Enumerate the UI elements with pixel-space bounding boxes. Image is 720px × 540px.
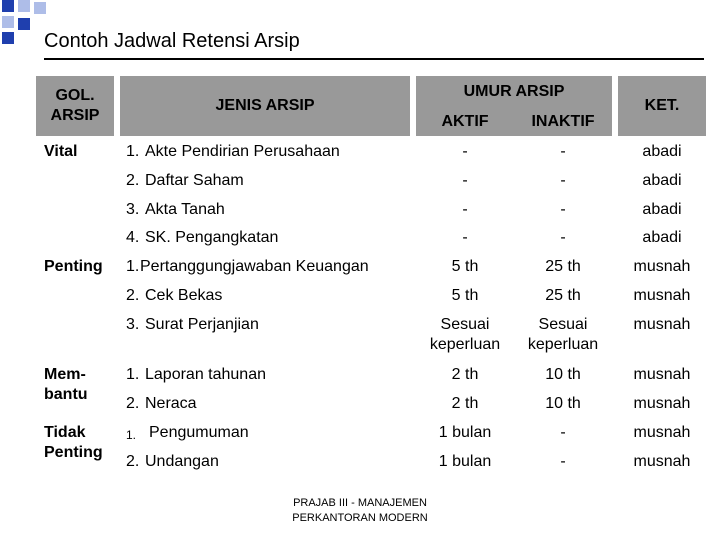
row-aktif: Sesuai keperluan [429, 316, 501, 353]
row-number: 4. [126, 229, 140, 246]
row-ket: abadi [642, 143, 682, 160]
row-number: 3. [126, 316, 140, 333]
group-label-penting: Penting [44, 258, 103, 275]
group-label-line: bantu [44, 386, 88, 403]
row-jenis: Pengumuman [149, 424, 249, 441]
row-jenis: Neraca [145, 395, 197, 412]
row-jenis: SK. Pengangkatan [145, 229, 279, 246]
row-number: 1. [126, 366, 140, 383]
row-inaktif: - [560, 453, 566, 470]
row-aktif: 5 th [451, 258, 479, 275]
row-aktif: 1 bulan [438, 453, 492, 470]
row-jenis: Akte Pendirian Perusahaan [145, 143, 340, 160]
group-label-line: Penting [44, 444, 103, 461]
group-label-vital: Vital [44, 143, 78, 160]
row-number: 2. [126, 172, 140, 189]
row-inaktif: - [560, 229, 566, 246]
row-inaktif: 25 th [545, 287, 581, 304]
row-number: 2. [126, 453, 140, 470]
row-inaktif: 10 th [545, 395, 581, 412]
row-ket: musnah [633, 366, 691, 383]
row-number: 1. [126, 143, 140, 160]
row-jenis: Laporan tahunan [145, 366, 266, 383]
row-aktif: - [462, 143, 468, 160]
row-number: 1. [126, 258, 140, 275]
row-jenis: Cek Bekas [145, 287, 223, 304]
decor-square [2, 16, 14, 28]
footer-line: PRAJAB III - MANAJEMEN [293, 497, 427, 509]
row-number: 2. [126, 395, 140, 412]
row-inaktif: - [560, 424, 566, 441]
row-ket: musnah [633, 316, 691, 333]
row-aktif: - [462, 229, 468, 246]
row-ket: musnah [633, 453, 691, 470]
group-label-line: Mem- [44, 366, 86, 383]
row-jenis: Undangan [145, 453, 219, 470]
row-number: 1. [126, 428, 137, 442]
decor-square [2, 0, 14, 12]
row-ket: abadi [642, 172, 682, 189]
group-label-membantu [44, 365, 88, 405]
row-aktif: - [462, 201, 468, 218]
row-inaktif: 25 th [545, 258, 581, 275]
decor-square [34, 2, 46, 14]
title-rule [44, 58, 704, 60]
row-inaktif: - [560, 143, 566, 160]
decor-square [18, 0, 30, 12]
row-aktif: 2 th [451, 366, 479, 383]
footer-line: PERKANTORAN MODERN [292, 512, 428, 524]
row-ket: musnah [633, 424, 691, 441]
header-aktif: AKTIF [441, 113, 489, 130]
row-inaktif: - [560, 201, 566, 218]
row-ket: abadi [642, 201, 682, 218]
header-ket: KET. [644, 97, 680, 114]
header-umur: UMUR ARSIP [463, 83, 565, 100]
row-inaktif: - [560, 172, 566, 189]
decor-square [2, 32, 14, 44]
row-inaktif: Sesuai keperluan [527, 316, 599, 353]
header-jenis: JENIS ARSIP [215, 97, 315, 114]
group-label-line: Tidak [44, 424, 86, 441]
row-aktif: 1 bulan [438, 424, 492, 441]
row-ket: musnah [633, 395, 691, 412]
row-jenis: Pertanggungjawaban Keuangan [140, 258, 369, 275]
decor-square [18, 18, 30, 30]
row-aktif: - [462, 172, 468, 189]
header-inaktif: INAKTIF [531, 113, 595, 130]
row-jenis: Daftar Saham [145, 172, 244, 189]
row-jenis: Surat Perjanjian [145, 316, 259, 333]
row-ket: abadi [642, 229, 682, 246]
row-ket: musnah [633, 287, 691, 304]
row-inaktif: 10 th [545, 366, 581, 383]
group-label-tidak-penting [44, 423, 103, 463]
footer-caption [260, 496, 460, 526]
row-jenis: Akta Tanah [145, 201, 225, 218]
retention-table [34, 70, 706, 480]
row-aktif: 2 th [451, 395, 479, 412]
row-aktif: 5 th [451, 287, 479, 304]
row-ket: musnah [633, 258, 691, 275]
header-gol: GOL. ARSIP [50, 87, 100, 124]
row-number: 3. [126, 201, 140, 218]
row-number: 2. [126, 287, 140, 304]
page-title: Contoh Jadwal Retensi Arsip [44, 30, 300, 52]
